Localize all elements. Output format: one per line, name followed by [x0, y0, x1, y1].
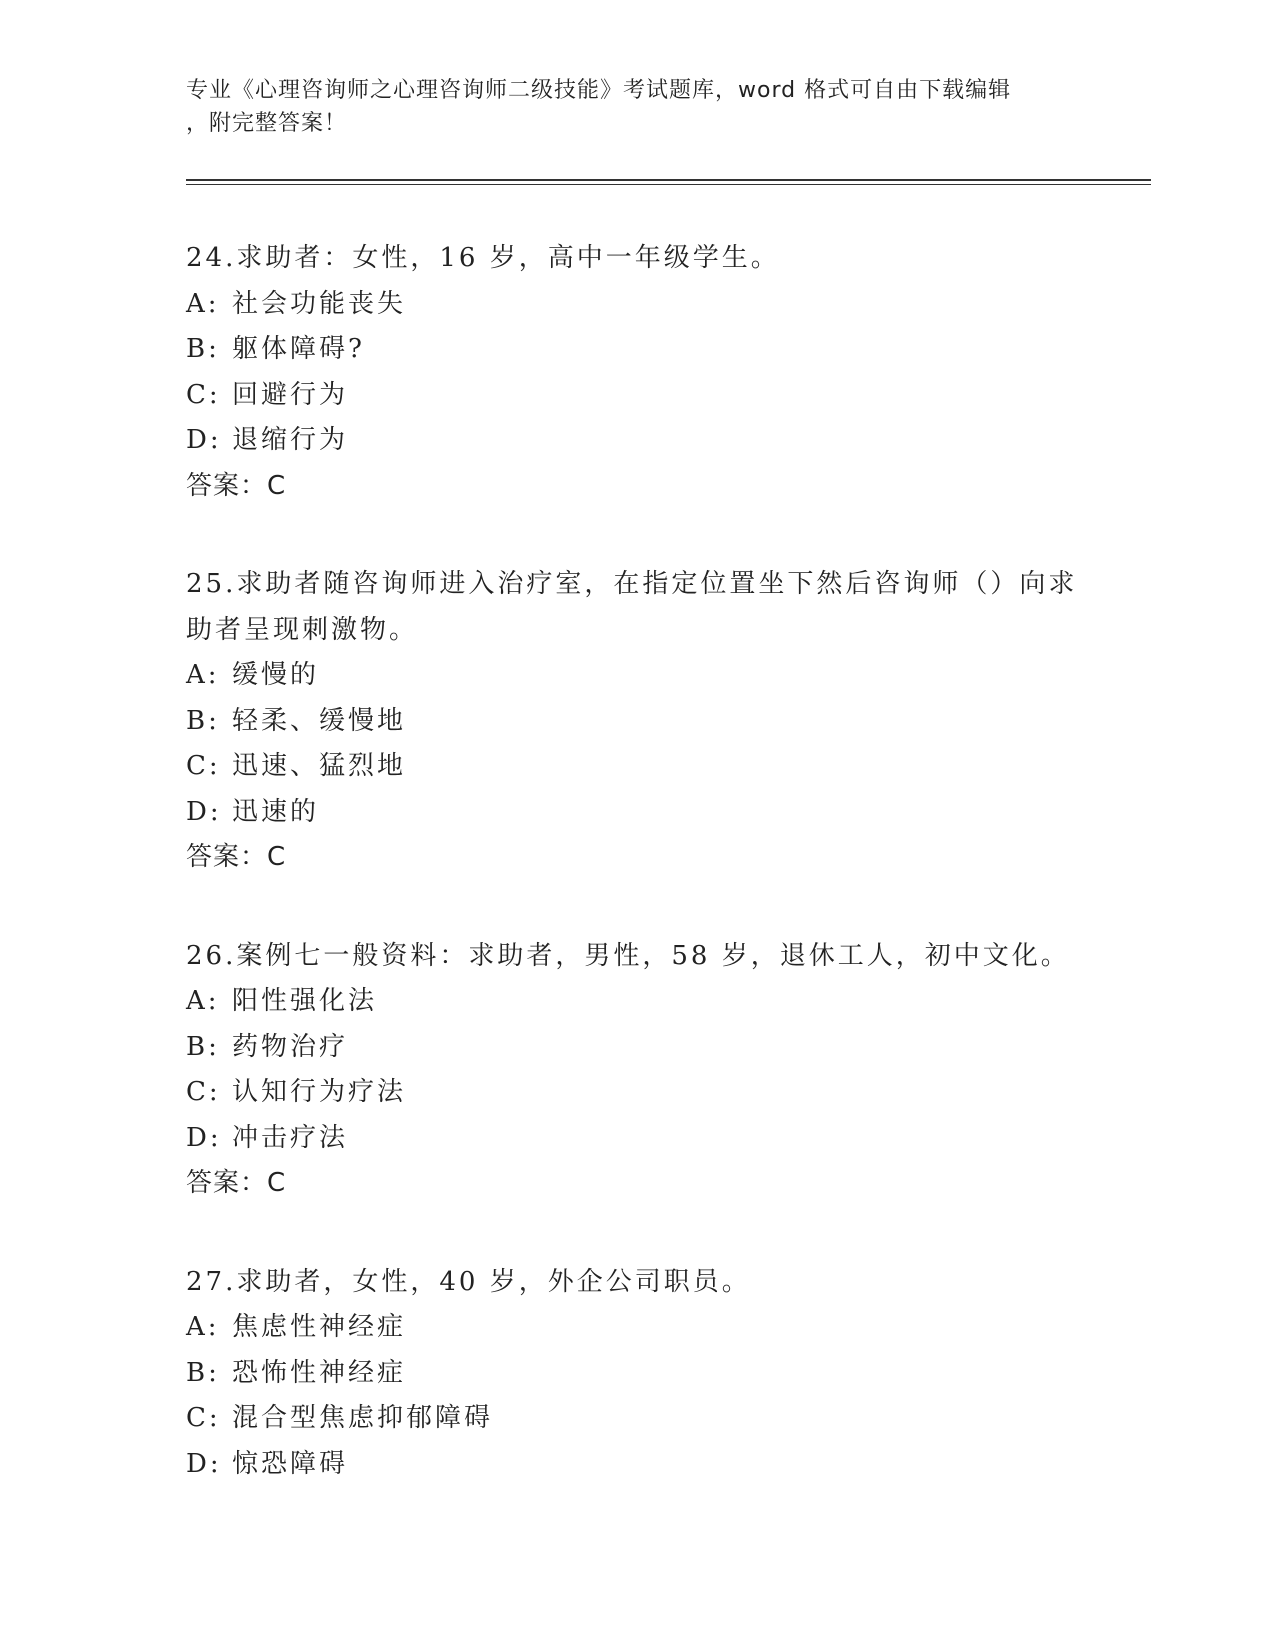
- option-d: [186, 1116, 1086, 1162]
- answer-line: 答案：C: [186, 1168, 287, 1198]
- answer-line: 答案：C: [186, 842, 287, 872]
- option-text: 回避行为: [232, 379, 349, 410]
- option-letter: C:: [186, 1077, 221, 1107]
- option-b: [186, 327, 1086, 373]
- option-a: [186, 1305, 1086, 1351]
- option-letter: A:: [186, 1312, 220, 1342]
- option-b: [186, 1025, 1086, 1071]
- option-letter: A:: [186, 660, 220, 690]
- option-d: [186, 790, 1086, 836]
- option-letter: B:: [186, 1031, 220, 1062]
- question-26: [186, 934, 1086, 1207]
- option-d: [186, 418, 1086, 464]
- option-letter: C:: [186, 751, 221, 781]
- question-stem: 27.求助者，女性，40 岁，外企公司职员。: [186, 1266, 751, 1297]
- option-letter: B:: [186, 1357, 220, 1388]
- option-text: 阳性强化法: [232, 986, 378, 1016]
- option-a: [186, 653, 1086, 699]
- question-list: [186, 236, 1086, 1540]
- option-text: 迅速、猛烈地: [232, 751, 407, 781]
- option-d: [186, 1442, 1086, 1488]
- document-header: [186, 74, 1066, 140]
- question-stem: 25.求助者随咨询师进入治疗室，在指定位置坐下然后咨询师（）向求助者呈现刺激物。: [186, 569, 1078, 645]
- option-letter: A:: [186, 986, 220, 1016]
- option-letter: C:: [186, 379, 221, 410]
- option-c: [186, 373, 1086, 419]
- option-text: 社会功能丧失: [232, 288, 407, 319]
- option-b: [186, 699, 1086, 745]
- option-text: 缓慢的: [232, 660, 320, 690]
- option-text: 躯体障碍?: [232, 334, 365, 364]
- answer-line: 答案：C: [186, 470, 287, 501]
- question-24: [186, 236, 1086, 509]
- option-letter: D:: [186, 1122, 222, 1153]
- header-divider-thick: [186, 179, 1151, 181]
- option-a: [186, 979, 1086, 1025]
- question-25: [186, 562, 1086, 881]
- option-letter: D:: [186, 1448, 222, 1479]
- option-letter: D:: [186, 425, 222, 455]
- option-text: 迅速的: [232, 796, 320, 827]
- option-c: [186, 1070, 1086, 1116]
- option-text: 认知行为疗法: [232, 1077, 407, 1107]
- option-letter: D:: [186, 796, 222, 827]
- question-27: [186, 1260, 1086, 1488]
- header-divider-thin: [186, 184, 1151, 185]
- question-stem: 26.案例七一般资料：求助者，男性，58 岁，退休工人，初中文化。: [186, 940, 1070, 971]
- option-text: 退缩行为: [232, 425, 349, 455]
- option-c: [186, 1396, 1086, 1442]
- option-letter: B:: [186, 334, 220, 364]
- option-text: 惊恐障碍: [232, 1448, 349, 1479]
- option-letter: B:: [186, 705, 220, 736]
- option-text: 冲击疗法: [232, 1122, 349, 1153]
- option-text: 轻柔、缓慢地: [232, 705, 407, 736]
- option-text: 恐怖性神经症: [232, 1357, 407, 1388]
- option-c: [186, 744, 1086, 790]
- option-b: [186, 1351, 1086, 1397]
- header-line-2: ，附完整答案！: [186, 111, 348, 136]
- question-stem: 24.求助者：女性，16 岁，高中一年级学生。: [186, 243, 780, 273]
- header-line-1: 专业《心理咨询师之心理咨询师二级技能》考试题库，word 格式可自由下载编辑: [186, 78, 1012, 103]
- option-text: 药物治疗: [232, 1031, 349, 1062]
- option-letter: A:: [186, 288, 220, 319]
- option-text: 焦虑性神经症: [232, 1312, 407, 1342]
- option-letter: C:: [186, 1403, 221, 1433]
- option-text: 混合型焦虑抑郁障碍: [232, 1403, 494, 1433]
- option-a: [186, 282, 1086, 328]
